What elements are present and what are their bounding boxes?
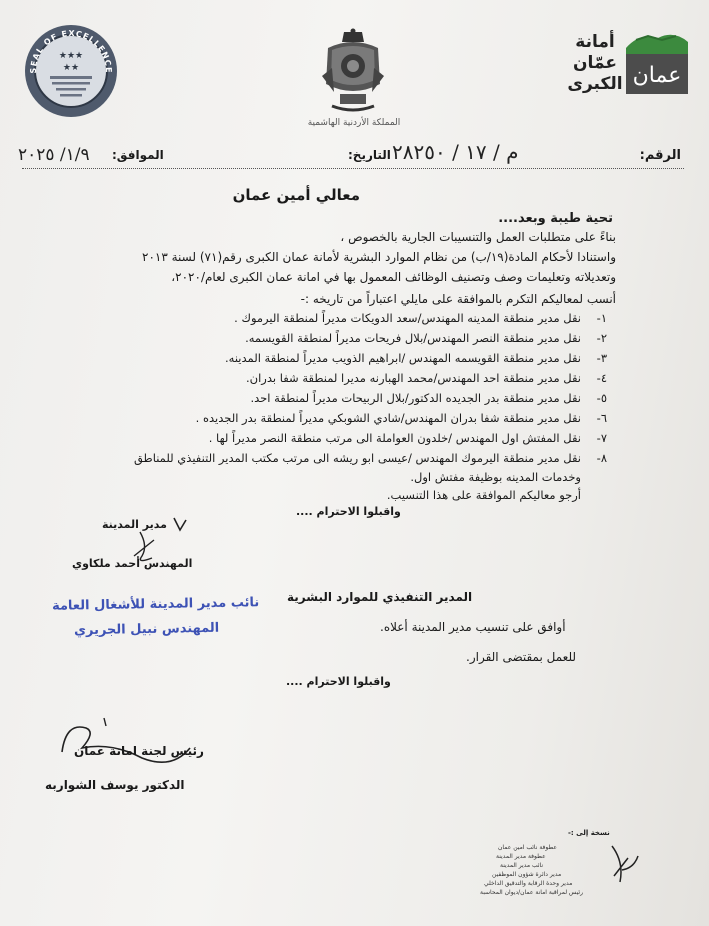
copy-line: عطوفة مدير المدينة xyxy=(496,853,546,860)
list-item: نقل مدير منطقة احد المهندس/محمد الهبارنه مديرا لمنطقة شفا بدران. xyxy=(245,371,581,385)
copy-line: مدير وحدة الرقابة والتدقيق الداخلي xyxy=(484,880,573,887)
list-item: نقل مدير منطقة النصر المهندس/بلال فريحات مديراً لمنطقة القويسمه. xyxy=(245,331,581,345)
excellence-seal-icon xyxy=(22,22,120,120)
svg-text:عمان: عمان xyxy=(632,63,682,88)
recipient: معالي أمين عمان xyxy=(232,186,360,204)
list-item-continuation: وخدمات المدينه بوظيفة مفتش اول. xyxy=(410,470,581,484)
copy-line: مدير دائرة شؤون الموظفين xyxy=(492,871,562,878)
date-label: التاريخ: xyxy=(348,148,391,162)
seal-title: SEAL OF EXCELLENCE xyxy=(28,28,114,74)
ref-number: م / ١٧ / ٢٨٢٥٠ xyxy=(392,140,519,164)
city-director-name: المهندس أحمد ملكاوي xyxy=(72,557,193,570)
list-item-number: ٧- xyxy=(596,431,607,445)
hr-director-title: المدير التنفيذي للموارد البشرية xyxy=(287,590,473,604)
svg-text:★★★: ★★★ xyxy=(58,51,84,61)
list-item: نقل مدير منطقة شفا بدران المهندس/شادي الشوبكي مديراً لمنطقة بدر الجديده . xyxy=(195,411,581,425)
svg-text:★★: ★★ xyxy=(62,63,80,73)
hijri-date: ١/٩/ ٢٠٢٥ xyxy=(18,145,90,165)
greeting: تحية طيبة وبعد.... xyxy=(498,211,613,226)
list-item: نقل مدير منطقة اليرموك المهندس /عيسى ابو ريشه الى مرتب مكتب المدير التنفيذي للمناطق xyxy=(133,451,581,465)
list-item: نقل مدير منطقة القويسمه المهندس /ابراهيم الذويب مديراً لمنطقة المدينه. xyxy=(225,351,581,365)
list-item: نقل مدير منطقة بدر الجديده الدكتور/بلال الربيحات مديراً لمنطقة احد. xyxy=(250,391,581,405)
deputy-stamp-line2: المهندس نبيل الجريري xyxy=(73,620,220,639)
copies-label: نسخة إلى :- xyxy=(568,829,610,837)
royal-emblem-icon xyxy=(318,28,388,114)
intro-line: وتعديلاته وتعليمات وصف وتصنيف الوظائف المعمول بها في امانة عمان الكبرى لعام/٢٠٢٠، xyxy=(171,270,616,284)
intro-line: أنسب لمعاليكم التكرم بالموافقة على مايلي اعتباراً من تاريخه :- xyxy=(300,292,616,306)
ref-label: الرقم: xyxy=(639,148,681,163)
closing-line: واقبلوا الاحترام .... xyxy=(296,505,401,518)
list-item-number: ٣- xyxy=(596,351,607,365)
deputy-stamp-line1: نائب مدير المدينة للأشغال العامة xyxy=(51,595,260,614)
copy-line: رئيس لمراقبة امانة عمان/ديوان المحاسبة xyxy=(480,889,583,896)
amman-logo-icon xyxy=(618,26,692,100)
list-item-number: ١- xyxy=(596,311,607,325)
list-item-number: ٦- xyxy=(596,411,607,425)
list-item-number: ٥- xyxy=(596,391,607,405)
intro-line: واستنادا لأحكام المادة(١٩/ب) من نظام الموارد البشرية لأمانة عمان الكبرى رقم(٧١) لسنة ٢٠١٣ xyxy=(142,250,616,264)
committee-name: الدكتور يوسف الشواربه xyxy=(45,778,185,792)
initials-mark-icon xyxy=(604,842,644,892)
kingdom-caption: المملكة الأردنية الهاشمية xyxy=(307,118,401,128)
list-item: نقل المفتش اول المهندس /خلدون العواملة الى مرتب منطقة النصر مديراً لها . xyxy=(208,431,581,445)
city-director-title: مدير المدينة xyxy=(102,518,167,531)
request-line: أرجو معاليكم الموافقة على هذا التنسيب. xyxy=(386,488,581,502)
list-item-number: ٢- xyxy=(596,331,607,345)
reference-divider xyxy=(22,168,684,169)
copy-line: نائب مدير المدينة xyxy=(500,862,544,869)
list-item: نقل مدير منطقة المدينه المهندس/سعد الدويكات مديراً لمنطقة اليرموك . xyxy=(234,311,581,325)
intro-line: بناءً على متطلبات العمل والتنسيبات الجارية بالخصوص ، xyxy=(340,230,616,244)
hr-approval: أوافق على تنسيب مدير المدينة أعلاه. xyxy=(380,620,566,634)
committee-title: رئيس لجنة امانة عمان xyxy=(74,744,204,758)
list-item-number: ٨- xyxy=(596,451,607,465)
list-item-number: ٤- xyxy=(596,371,607,385)
hr-closing: واقبلوا الاحترام .... xyxy=(286,675,391,688)
muwafiq-label: الموافق: xyxy=(112,148,164,162)
copy-line: عطوفة نائب امين عمان xyxy=(498,844,558,851)
org-name: أمانة عمّان الكبرى xyxy=(567,32,623,94)
hr-action: للعمل بمقتضى القرار. xyxy=(466,650,577,664)
